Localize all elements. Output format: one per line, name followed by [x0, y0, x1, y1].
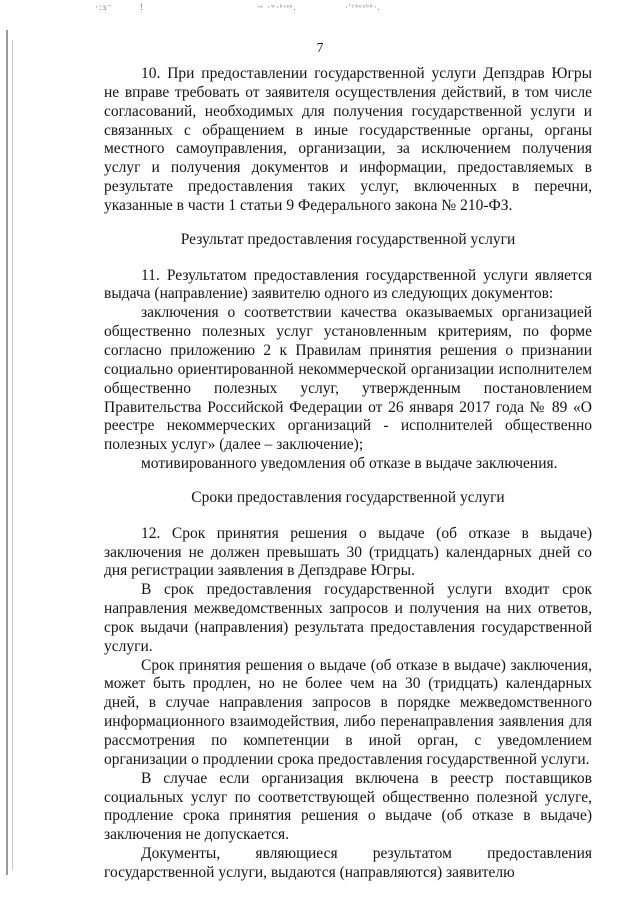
paragraph-11-item-refusal: мотивированного уведомления об отказе в выдаче заключения.	[141, 455, 558, 473]
document-body	[104, 65, 592, 883]
scan-artifact: ·ʹᶜʰᵉᵃᵇʰ·.	[345, 2, 381, 12]
paragraph-11: 11. Результатом предоставления государственной услуги является выдача (направление) заявителю одного из следующих документов:	[104, 266, 592, 303]
section-heading-result: Результат предоставления государственной услуги	[180, 230, 516, 248]
scan-artifact: ~ ·ʷ·ᵏˢᵉᵉ.	[258, 2, 297, 12]
paragraph-12-no-extension: В случае если организация включена в реестр поставщиков социальных услуг по соответствующей общественно полезной услуге, продление срока принятия решения о выдаче (об отказе в выдаче) заключения не допускается.	[104, 769, 592, 844]
paragraph-11-item-conclusion: заключения о соответствии качества оказываемых организацией общественно полезных услуг установленным критериям, по форме согласно приложению 2 к Правилам принятия решения о признании социально ориентированной некоммерческой организации исполнителем общественно полезных услуг, утвержденным постановлением Правительства Российской Федерации от 26 января 2017 года № 89 «О реестре некоммерческих организаций - исполнителей общественно полезных услуг» (далее – заключение);	[104, 304, 592, 454]
paragraph-12: 12. Срок принятия решения о выдаче (об отказе в выдаче) заключения не должен превышать 30 (тридцать) календарных дней со дня регистрации заявления в Депздраве Югры.	[104, 524, 592, 580]
paragraph-12-documents: Документы, являющиеся результатом предоставления государственной услуги, выдаются (направляются) заявителю	[104, 845, 592, 881]
paragraph-12-service-term: В срок предоставления государственной услуги входит срок направления межведомственных запросов и получения на них ответов, срок выдачи (направления) результата предоставления государственной услуги.	[104, 581, 592, 655]
scan-artifact: !	[140, 2, 144, 12]
page-number: 7	[316, 40, 324, 55]
scan-artifact: ·:ɜ⁻	[95, 2, 114, 12]
paragraph-10: 10. При предоставлении государственной услуги Депздрав Югры не вправе требовать от заявителя осуществления действий, в том числе согласований, необходимых для получения государственной услуги и связанных с обращением в иные государственные органы, органы местного самоуправления, организации, за исключением получения услуг и получения документов и информации, предоставляемых в результате предоставления таких услуг, включенных в перечни, указанные в части 1 статьи 9 Федерального закона № 210-ФЗ.	[104, 65, 592, 214]
section-heading-terms: Сроки предоставления государственной услуги	[191, 488, 505, 506]
paragraph-12-extension: Срок принятия решения о выдаче (об отказе в выдаче) заключения, может быть продлен, но не более чем на 30 (тридцать) календарных дней, в случае направления запросов в порядке межведомственного информационного взаимодействия, либо перенаправления заявления для рассмотрения по компетенции в иной орган, с уведомлением организации о продлении срока предоставления государственной услуги.	[104, 656, 592, 768]
scan-edge-line	[12, 40, 13, 870]
scan-edge-line	[6, 30, 8, 875]
